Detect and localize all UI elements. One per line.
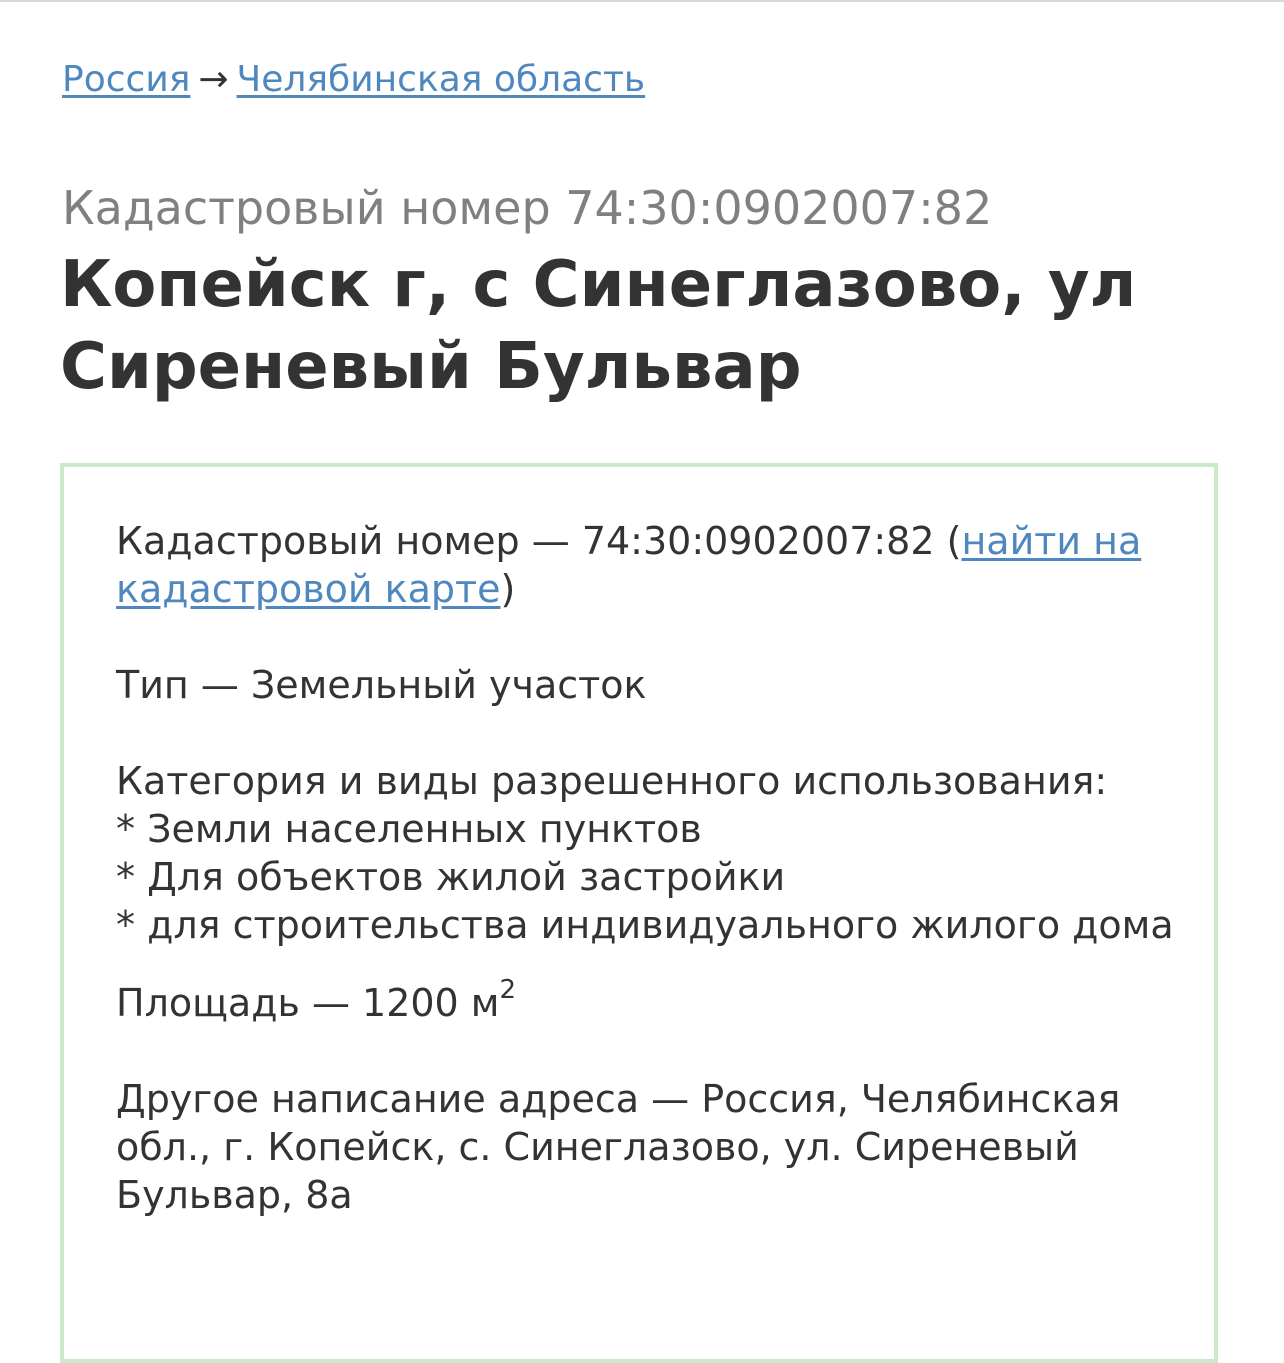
breadcrumb-link-region[interactable]: Челябинская область: [236, 59, 646, 100]
area-line: [116, 975, 1176, 1027]
cadastral-close-paren: ): [500, 567, 516, 611]
page-subtitle: Кадастровый номер 74:30:0902007:82: [62, 181, 993, 235]
type-line: Тип — Земельный участок: [116, 663, 647, 707]
find-on-map-link[interactable]: найти на кадастровой карте: [116, 519, 1142, 611]
details-card: [60, 463, 1218, 1363]
area-text: Площадь — 1200 м: [116, 981, 500, 1025]
category-item: * для строительства индивидуального жилого дома: [116, 903, 1174, 947]
cadastral-number-text: Кадастровый номер — 74:30:0902007:82 (: [116, 519, 962, 563]
breadcrumb-arrow: →: [198, 59, 229, 100]
area-superscript: 2: [499, 975, 517, 1005]
category-item: * Земли населенных пунктов: [116, 807, 702, 851]
category-item: * Для объектов жилой застройки: [116, 855, 786, 899]
alternate-address: Другое написание адреса — Россия, Челябинская обл., г. Копейск, с. Синеглазово, ул. Сиреневый Бульвар, 8а: [116, 1077, 1121, 1217]
top-divider: [0, 0, 1284, 2]
category-heading: Категория и виды разрешенного использования:: [116, 759, 1108, 803]
details-content: [116, 517, 1176, 1219]
page-title: Копейск г, с Синеглазово, ул Сиреневый Бульвар: [60, 248, 1137, 404]
breadcrumb: [62, 56, 645, 104]
breadcrumb-link-russia[interactable]: Россия: [62, 59, 191, 100]
cadastral-number-line: [116, 517, 1176, 613]
